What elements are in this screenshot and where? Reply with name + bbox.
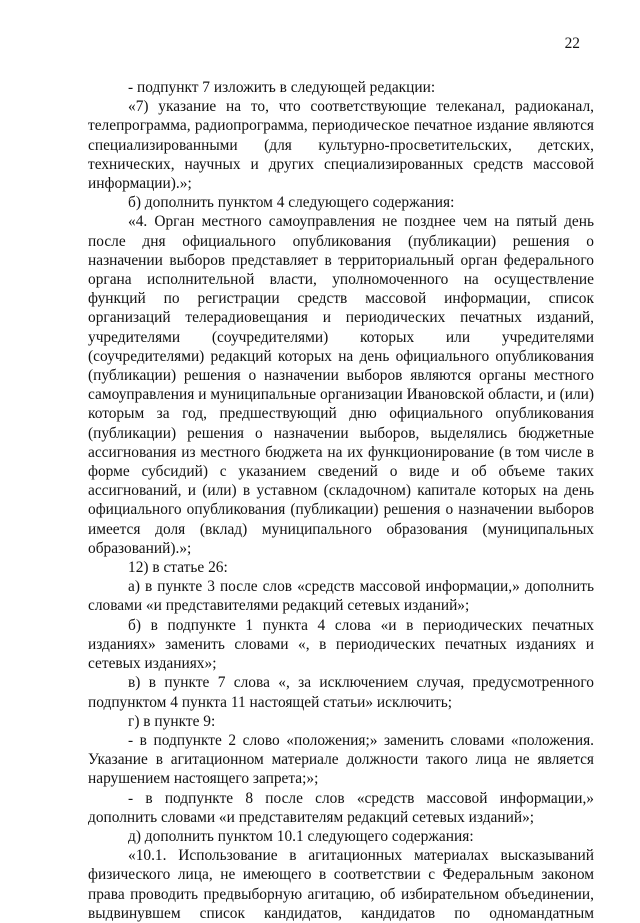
paragraph-g-point-9: г) в пункте 9: [128,712,216,730]
paragraph-d-intro: д) дополнить пунктом 10.1 следующего содержания: [128,827,474,845]
paragraph-subpoint-8: - в подпункте 8 после слов «средств массовой информации,» дополнить словами «и представителям редакций сетевых изданий»; [88,789,594,826]
document-body [88,78,594,923]
paragraph-subpoint-7-intro: - подпункт 7 изложить в следующей редакции: [128,79,436,96]
paragraph-subpoint-2: - в подпункте 2 слово «положения;» заменить словами «положения. Указание в агитационном материале должности такого лица не является нарушением настоящего запрета;»; [88,731,594,788]
paragraph-b-point-4: б) в подпункте 1 пункта 4 слова «и в периодических печатных изданиях» заменить словами «, в периодических печатных изданиях и сетевых изданиях»; [88,616,594,673]
paragraph-point-10-1-text: «10.1. Использование в агитационных материалах высказываний физического лица, не имеющего в соответствии с Федеральным законом права проводить предвыборную агитацию, об избирательном объединении, выдвинувшем список кандидатов, кандидатов по одномандатным [88,847,594,922]
paragraph-point-4-text: «4. Орган местного самоуправления не позднее чем на пятый день после дня официального опубликования (публикации) решения о назначении выборов представляет в территориальный орган федерального органа исполнительной власти, уполномоченного на осуществление функций по регистрации средств массовой информации, список организаций телерадиовещания и периодических печатных изданий, учредителями (соучредителями) которых или учредителями (соучредителями) редакций которых на день официального опубликования (публикации) решения о назначении выборов являются органы местного самоуправления и муниципальные организации Ивановской области, и (или) которым за год, предшествующий дню официального опубликования (публикации) решения о назначении выборов, выделялись бюджетные ассигнования из местного бюджета на их функционирование (в том числе в форме субсидий) с указанием сведений о виде и об объеме таких ассигнований, и (или) в уставном (складочном) капитале которых на день официального опубликования (публикации) решения о назначении выборов имеется доля (вклад) муниципального образования (муниципальных образований).»; [88,213,594,557]
paragraph-article-26-intro: 12) в статье 26: [128,559,228,577]
paragraph-b-intro: б) дополнить пунктом 4 следующего содержания: [128,194,455,212]
paragraph-v-point-7: в) в пункте 7 слова «, за исключением случая, предусмотренного подпунктом 4 пункта 11 настоящей статьи» исключить; [88,674,594,711]
page-number: 22 [564,35,580,52]
paragraph-a-point-3: а) в пункте 3 после слов «средств массовой информации,» дополнить словами «и представителями редакций сетевых изданий»; [88,578,594,615]
paragraph-subpoint-7-text: «7) указание на то, что соответствующие телеканал, радиоканал, телепрограмма, радиопрограмма, периодическое печатное издание являются специализированными (для культурно-просветительских, детских, технических, научных и других специализированных средств массовой информации).»; [88,98,594,193]
